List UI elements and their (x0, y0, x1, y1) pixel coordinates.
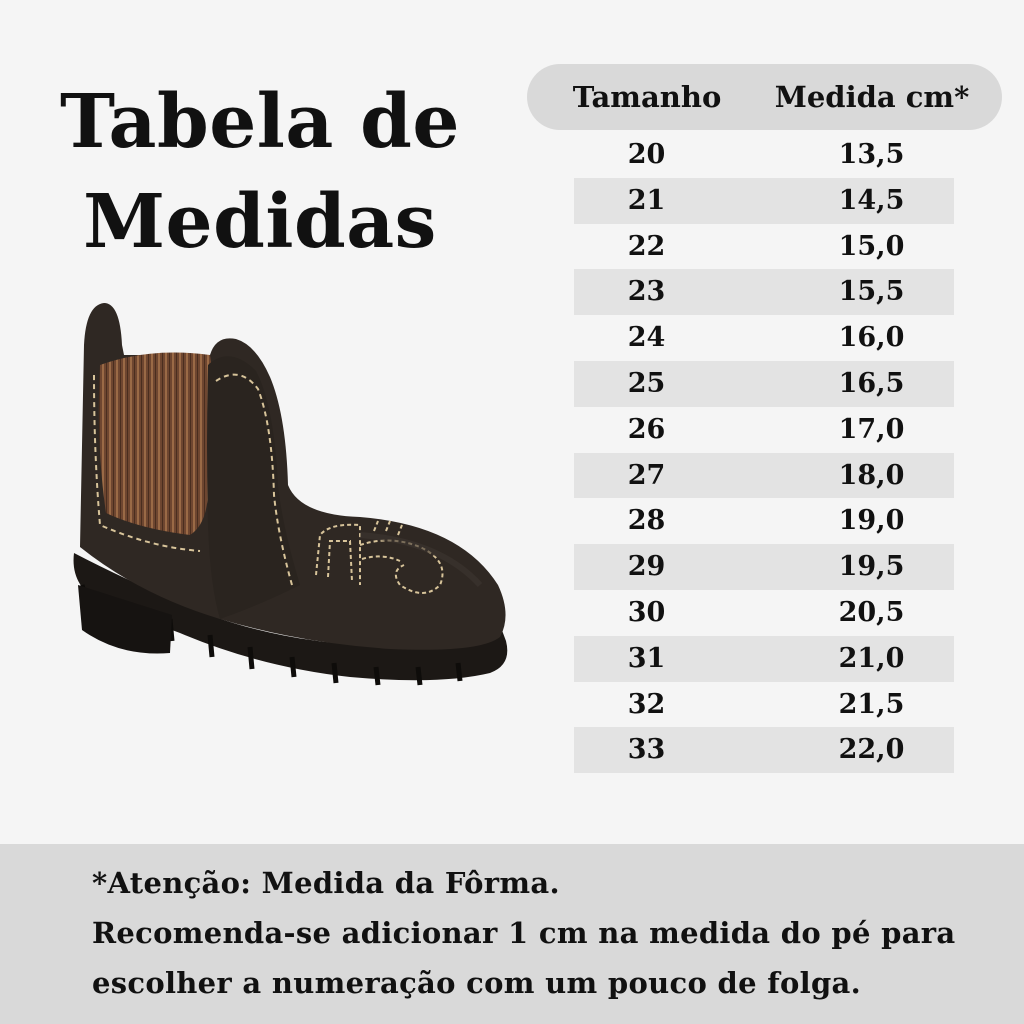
size-cell: 24 (627, 322, 666, 354)
measure-cell: 22,0 (838, 734, 905, 766)
table-row (574, 269, 954, 315)
measure-cell: 16,0 (838, 322, 905, 354)
measure-cell: 15,5 (838, 276, 905, 308)
size-cell: 27 (627, 459, 666, 491)
table-row (574, 498, 954, 544)
title-line-2: Medidas (83, 179, 437, 265)
table-row (574, 590, 954, 636)
table-row (574, 453, 954, 499)
boot-illustration (60, 285, 520, 745)
table-row (574, 315, 954, 361)
footer-line-3: escolher a numeração com um pouco de folga. (92, 966, 862, 1000)
size-cell: 23 (627, 276, 666, 308)
measure-cell: 18,0 (838, 459, 905, 491)
table-row (574, 407, 954, 453)
measure-cell: 20,5 (838, 596, 905, 628)
measure-cell: 15,0 (838, 230, 905, 262)
table-row (574, 682, 954, 728)
size-cell: 33 (627, 734, 666, 766)
measure-cell: 21,5 (838, 688, 905, 720)
size-cell: 32 (627, 688, 666, 720)
measure-cell: 19,5 (838, 551, 905, 583)
measure-cell: 16,5 (838, 367, 905, 399)
measure-cell: 13,5 (838, 139, 905, 170)
header-size: Tamanho (572, 80, 722, 114)
measure-cell: 17,0 (838, 413, 905, 445)
size-cell: 28 (627, 505, 666, 537)
measure-cell: 19,0 (838, 505, 905, 537)
table-row (574, 727, 954, 773)
table-row (574, 636, 954, 682)
measure-cell: 14,5 (838, 184, 905, 216)
table-row (574, 224, 954, 270)
header-measure: Medida cm* (774, 80, 970, 114)
table-row (574, 361, 954, 407)
size-cell: 31 (627, 642, 666, 674)
table-row (574, 132, 954, 178)
footer-line-2: Recomenda-se adicionar 1 cm na medida do pé para (92, 916, 956, 950)
table-header (527, 64, 1002, 130)
size-cell: 20 (627, 139, 666, 170)
boot-image (60, 285, 520, 745)
footer-line-1: *Atenção: Medida da Fôrma. (92, 866, 560, 900)
footer-note (0, 844, 1024, 1024)
size-cell: 26 (627, 413, 666, 445)
measure-cell: 21,0 (838, 642, 905, 674)
size-cell: 21 (627, 184, 666, 216)
size-cell: 30 (627, 596, 666, 628)
table-row (574, 544, 954, 590)
title-line-1: Tabela de (60, 79, 460, 165)
size-cell: 25 (627, 367, 666, 399)
size-cell: 29 (627, 551, 666, 583)
page-title (40, 72, 480, 272)
size-table (574, 132, 954, 773)
table-row (574, 178, 954, 224)
size-cell: 22 (627, 230, 666, 262)
